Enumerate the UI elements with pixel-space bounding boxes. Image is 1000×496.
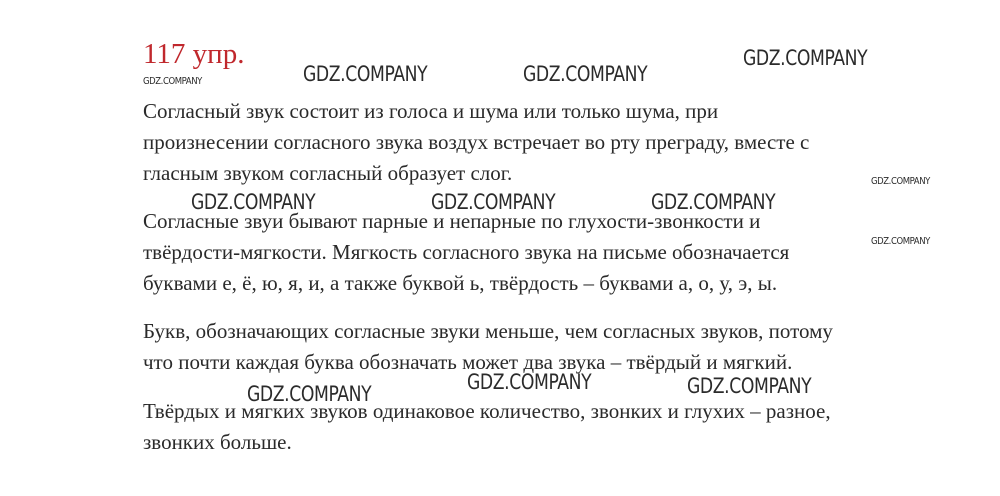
watermark-logo: GDZ.COMPANY xyxy=(191,190,316,214)
watermark-logo: GDZ.COMPANY xyxy=(687,374,812,398)
watermark-logo: GDZ.COMPANY xyxy=(871,236,930,247)
watermark-logo: GDZ.COMPANY xyxy=(743,46,868,70)
paragraph-3 xyxy=(143,316,933,378)
watermark-logo: GDZ.COMPANY xyxy=(871,176,930,187)
paragraph-2 xyxy=(143,206,933,299)
watermark-logo: GDZ.COMPANY xyxy=(431,190,556,214)
paragraph-3-line-1: Букв, обозначающих согласные звуки меньше, чем согласных звуков, потому xyxy=(143,319,833,343)
paragraph-1 xyxy=(143,96,933,189)
watermark-logo: GDZ.COMPANY xyxy=(143,76,202,87)
paragraph-1-line-3: гласным звуком согласный образует слог. xyxy=(143,161,513,185)
watermark-logo: GDZ.COMPANY xyxy=(651,190,776,214)
watermark-logo: GDZ.COMPANY xyxy=(247,382,372,406)
paragraph-2-line-3: буквами е, ё, ю, я, и, а также буквой ь, твёрдость – буквами а, о, у, э, ы. xyxy=(143,271,778,295)
paragraph-2-line-1: Согласные звуи бывают парные и непарные по глухости-звонкости и xyxy=(143,209,761,233)
watermark-logo: GDZ.COMPANY xyxy=(523,62,648,86)
watermark-logo: GDZ.COMPANY xyxy=(303,62,428,86)
paragraph-4-line-2: звонких больше. xyxy=(143,430,292,454)
paragraph-1-line-2: произнесении согласного звука воздух встречает во рту преграду, вместе с xyxy=(143,130,810,154)
watermark-logo: GDZ.COMPANY xyxy=(467,370,592,394)
paragraph-1-line-1: Согласный звук состоит из голоса и шума или только шума, при xyxy=(143,99,719,123)
paragraph-3-line-2: что почти каждая буква обозначать может два звука – твёрдый и мягкий. xyxy=(143,350,793,374)
paragraph-2-line-2: твёрдости-мягкости. Мягкость согласного звука на письме обозначается xyxy=(143,240,790,264)
paragraph-4-line-1: Твёрдых и мягких звуков одинаковое количество, звонких и глухих – разное, xyxy=(143,399,831,423)
exercise-title: 117 упр. xyxy=(143,38,245,70)
